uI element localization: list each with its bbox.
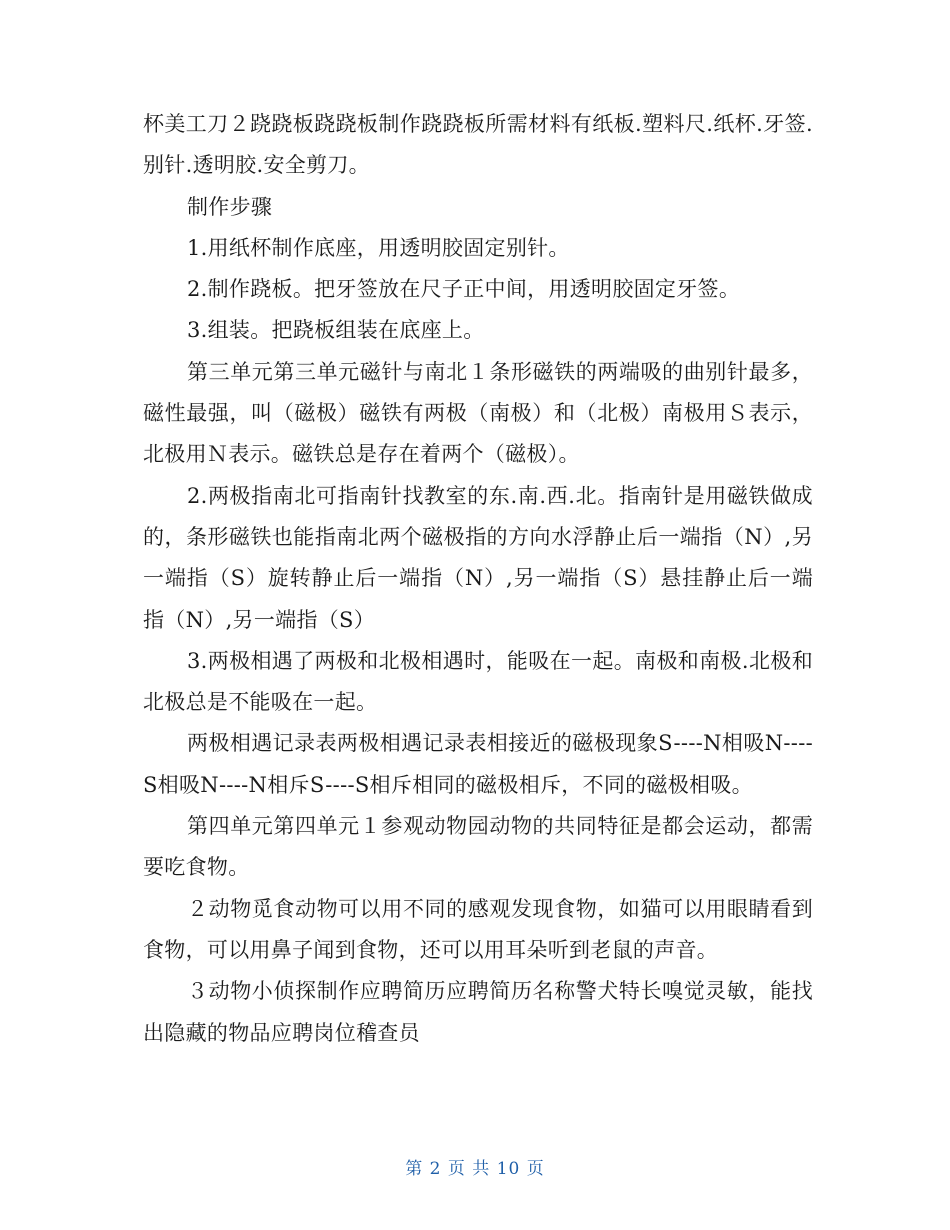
paragraph-step-2: 2.制作跷板。把牙签放在尺子正中间，用透明胶固定牙签。 xyxy=(187,277,741,302)
paragraph-unit3-record-table: 两极相遇记录表两极相遇记录表相接近的磁极现象S----N相吸N----S相吸N----N相斥S----S相斥相同的磁极相斥，不同的磁极相吸。 xyxy=(143,731,813,797)
paragraph-unit4-zoo: 第四单元第四单元１参观动物园动物的共同特征是都会运动，都需要吃食物。 xyxy=(143,814,813,880)
paragraph-step-3: 3.组装。把跷板组装在底座上。 xyxy=(187,318,485,343)
paragraph-unit3-magnet-poles: 第三单元第三单元磁针与南北１条形磁铁的两端吸的曲别针最多，磁性最强，叫（磁极）磁铁有两极（南极）和（北极）南极用Ｓ表示，北极用Ｎ表示。磁铁总是存在着两个（磁极）。 xyxy=(143,359,813,467)
paragraph-steps-heading: 制作步骤 xyxy=(187,194,273,219)
paragraph-materials: 杯美工刀２跷跷板跷跷板制作跷跷板所需材料有纸板.塑料尺.纸杯.牙签.别针.透明胶.安全剪刀。 xyxy=(143,112,813,178)
paragraph-unit4-foraging: ２动物觅食动物可以用不同的感观发现食物，如猫可以用眼睛看到食物，可以用鼻子闻到食物，还可以用耳朵听到老鼠的声音。 xyxy=(143,896,813,962)
paragraph-unit4-detective: ３动物小侦探制作应聘简历应聘简历名称警犬特长嗅觉灵敏，能找出隐藏的物品应聘岗位稽查员 xyxy=(143,979,813,1045)
document-body xyxy=(143,104,813,1054)
paragraph-unit3-compass: 2.两极指南北可指南针找教室的东.南.西.北。指南针是用磁铁做成的，条形磁铁也能指南北两个磁极指的方向水浮静止后一端指（N）,另一端指（S）旋转静止后一端指（N）,另一端指（S）悬挂静止后一端指（N）,另一端指（S） xyxy=(143,483,813,632)
paragraph-step-1: 1.用纸杯制作底座，用透明胶固定别针。 xyxy=(187,235,570,260)
page-number-footer: 第 2 页 共 10 页 xyxy=(405,1159,545,1179)
paragraph-unit3-poles-meet: 3.两极相遇了两极和北极相遇时，能吸在一起。南极和南极.北极和北极总是不能吸在一起。 xyxy=(143,648,813,715)
